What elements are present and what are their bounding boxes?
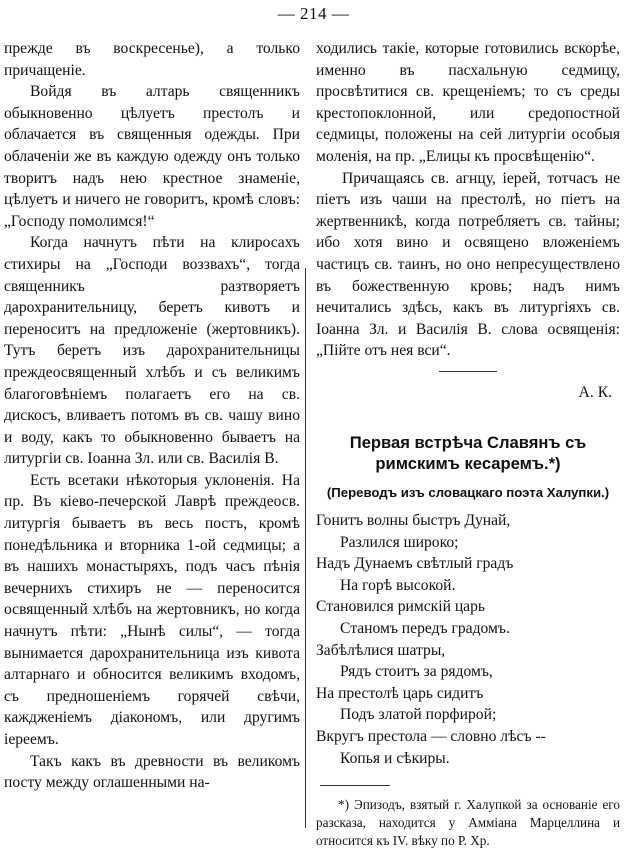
left-paragraph: Есть всетаки нѣкоторыя уклоненія. На пр. Въ кіево-печерской Лаврѣ преждеосв. литургія бываетъ въ весь постъ, кромѣ понедѣльника и вторника 1-ой седмицы; а въ нашихъ монастыряхъ, подъ часъ пѣнія вечернихъ стихиръ не — переносится освященный хлѣбъ на жертовникъ, но когда начнутъ пѣти: „Нынѣ силы“, — тогда вынимается дарохранительница изъ кивота алтарнаго и обносится великимъ входомъ, съ предношеніемъ горячей свѣчи, каждженіемъ діакономъ, или другимъ іереемъ. [4,471,300,748]
signature: А. К. [578,383,612,401]
right-paragraph: ходились такіе, которые готовились вскорѣе, именно въ пасхальную седмицу, просвѣтитися св. крещеніемъ; то съ среды крестопоклонной, или средопостной седмицы, положены на сей литургіи особыя моленія, на пр. „Елицы къ просвѣщенію“. [316,40,620,165]
right-column [316,38,620,850]
footnote: *) Эпизодъ, взятый г. Халупкой за основаніе его разсказа, находится у Амміана Марцеллина и относится къ IV. вѣку по Р. Хр. [316,797,620,849]
article-title [316,432,620,474]
column-divider [305,268,306,828]
poem-line: На горѣ высокой. [340,576,456,594]
poem-line: Становился римскій царь [316,598,486,616]
poem-line: Гонитъ волны быстръ Дунай, [316,512,511,530]
article-title-line: римскимъ кесаремъ.*) [375,453,561,473]
footnote-rule [320,785,390,786]
separator-rule [439,371,497,372]
left-column [4,38,300,794]
poem-line: Копья и сѣкиры. [340,749,450,767]
left-paragraph: Когда начнутъ пѣти на клиросахъ стихиры на „Господи воззвахъ“, тогда священникъ разтворяетъ дарохранительницу, беретъ кивотъ и переноситъ на предложеніе (жертовникъ). Тутъ беретъ изъ дарохранительницы преждеосвященный хлѣбъ и съ великимъ благоговѣніемъ полагаетъ его на св. дискосъ, вливаетъ потомъ въ св. чашу вино и воду, какъ то обыкновенно бываетъ на литургіи св. Іоанна Зл. или св. Василія В. [4,234,300,468]
poem-line: На престолѣ царь сидитъ [316,684,484,702]
poem [316,510,620,769]
poem-line: Вкругъ престола — словно лѣсъ -- [316,728,546,746]
left-paragraph: прежде въ воскресенье), а только причащеніе. [4,40,300,79]
poem-line: Забѣлѣлися шатры, [316,641,446,659]
right-paragraph: Причащаясь св. агнцу, іерей, тотчасъ не піетъ изъ чаши на престолѣ, но піетъ на жертвенникѣ, когда потребляетъ св. тайны; ибо хотя вино и освящено вложеніемъ частицъ св. таинъ, но оно непресуществлено въ божественную кровь; надъ нимъ нечитались здѣсь, какъ въ литургіяхъ св. Іоанна Зл. и Василія В. слова освященія: „Пійте отъ нея вси“. [316,169,620,360]
article-subtitle: (Переводъ изъ словацкаго поэта Халупки.) [326,484,610,500]
poem-line: Разлился широко; [340,533,459,551]
poem-line: Рядъ стоитъ за рядомъ, [340,663,493,681]
left-paragraph: Такъ какъ въ древности въ великомъ посту между оглашенными на- [4,752,300,792]
poem-line: Надъ Дунаемъ свѣтлый градъ [316,555,514,573]
left-paragraph: Войдя въ алтарь священникъ обыкновенно цѣлуетъ престолъ и облачается въ священныя одежды. При облаченіи же въ каждую одежду онъ только творитъ надъ нею крестное знаменіе, цѣлуетъ и ничего не говоритъ, кромѣ словъ: „Господу помолимся!“ [4,83,300,230]
page-number: — 214 — [277,4,350,23]
poem-line: Подъ златой порфирой; [340,706,497,724]
article-title-line: Первая встрѣча Славянъ съ [349,432,587,452]
poem-line: Станомъ передъ градомъ. [340,620,510,638]
